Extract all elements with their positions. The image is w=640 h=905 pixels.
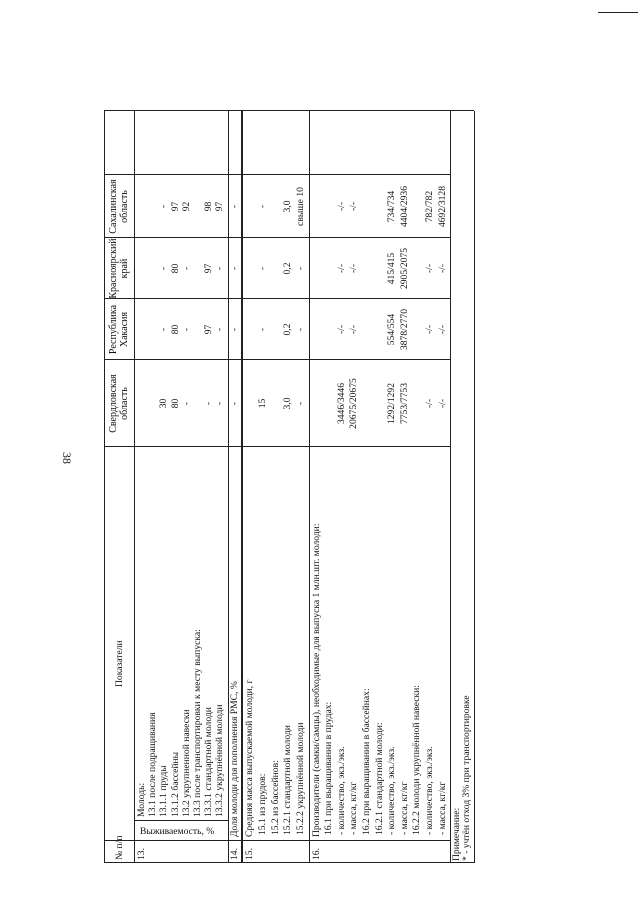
value-cell: -/-	[335, 324, 347, 335]
side-label-divider	[134, 820, 228, 821]
value-cell: 92	[180, 201, 192, 212]
indicator-label: 15.2.2 укрупнённой молоди	[294, 722, 306, 835]
value-cell: -/-	[436, 263, 448, 274]
value-cell: -/-	[348, 324, 360, 335]
header-region-1-line2: Хакасия	[119, 311, 130, 348]
indicator-label: 16.2.2 молоди укрупнённой навески:	[411, 685, 423, 835]
indicator-label: - масса, кг/кг	[348, 781, 360, 835]
number-col-divider	[104, 840, 450, 841]
indicator-label: 16.2 при выращивании в бассейнах:	[361, 688, 372, 835]
value-cell: 782/782	[424, 190, 435, 223]
value-cell: -	[158, 204, 170, 209]
value-cell: -	[256, 204, 268, 209]
value-cell: -/-	[348, 263, 360, 274]
value-cell: 2905/2075	[398, 247, 410, 290]
value-cell: -	[214, 266, 226, 271]
value-cell: -	[256, 266, 268, 271]
indicator-label: 16.1 при выращивании в прудах:	[323, 701, 335, 835]
value-cell: 80	[169, 324, 181, 335]
value-cell: -/-	[335, 201, 347, 212]
header-region-1-line1: Республика	[108, 304, 119, 355]
indicator-label: 13.3.2 укрупнённой молоди	[214, 704, 226, 817]
indicator-label: 13.1 после подращивания	[147, 712, 159, 817]
scan-edge-line	[598, 12, 638, 13]
value-cell: -/-	[424, 398, 435, 409]
row-number: 14.	[228, 848, 240, 860]
indicator-label: - масса, кг/кг	[436, 781, 448, 835]
indicator-label: 13.3.1 стандартной молоди	[203, 707, 215, 817]
header-region-3-line2: область	[119, 190, 130, 223]
value-cell: -/-	[335, 263, 347, 274]
value-cell: 20675/20675	[348, 378, 360, 429]
value-cell: -	[158, 327, 170, 332]
indicator-label: - масса, кг/кг	[398, 781, 410, 835]
section-divider	[309, 111, 310, 863]
value-cell: -/-	[436, 324, 448, 335]
indicator-label: 13.1.1 пруды	[158, 765, 170, 817]
value-cell: 3,0	[282, 397, 294, 410]
value-cell: 7753/7753	[398, 382, 410, 425]
indicator-label: 15.1 из прудов:	[256, 773, 268, 835]
header-region-0-line2: область	[119, 387, 130, 420]
value-cell: 80	[169, 263, 181, 274]
value-cell: свыше 10	[294, 187, 306, 226]
value-cell: -	[180, 327, 192, 332]
value-cell: 97	[203, 263, 215, 274]
value-cell: -	[294, 327, 306, 332]
table-left-border	[104, 862, 474, 863]
value-cell: 98	[203, 201, 215, 212]
header-bottom-border	[134, 111, 135, 863]
value-cell: -	[228, 204, 240, 209]
indicator-label: 13.1.2 бассейны	[169, 751, 181, 817]
rotated-table	[104, 77, 480, 867]
value-cell: 0,2	[282, 323, 294, 336]
indicator-label: - количество, экз./экз.	[386, 746, 398, 835]
indicator-label: Средняя масса выпускаемой молоди, г	[244, 679, 256, 837]
value-cell: -	[256, 327, 268, 332]
value-cell: -	[294, 401, 306, 406]
header-number-col: № п/п	[114, 835, 125, 860]
row-number: 16.	[310, 848, 322, 860]
indicator-label: 13.3 после транспортировки к месту выпуска:	[192, 629, 203, 817]
header-region-3-line1: Сахалинская	[108, 179, 119, 234]
indicator-label: - количество, экз./экз.	[424, 746, 435, 835]
value-cell: 97	[214, 201, 226, 212]
value-cell: 3446/3446	[335, 382, 347, 425]
value-cell: 4692/3128	[436, 185, 448, 228]
header-region-0-line1: Свердловская	[108, 374, 119, 433]
indicator-label: Производители (самки/самцы), необходимые для выпуска 1 млн.шт. молоди:	[310, 523, 322, 837]
value-cell: 97	[169, 201, 181, 212]
value-cell: -	[214, 327, 226, 332]
section-divider-double	[242, 111, 243, 863]
header-indicator-col: Показатели	[114, 640, 125, 687]
indicator-label: Молодь:	[136, 782, 147, 817]
value-cell: 554/554	[386, 313, 398, 346]
value-cell: -	[180, 401, 192, 406]
side-label-survival: Выживаемость, %	[140, 826, 215, 837]
table-bottom-border	[450, 111, 451, 863]
value-cell: 734/734	[386, 190, 398, 223]
value-cell: 0,2	[282, 262, 294, 275]
indicator-label: 15.2 из бассейнов:	[269, 760, 281, 835]
table-top-border	[104, 111, 105, 863]
value-cell: -	[180, 266, 192, 271]
value-cell: -/-	[348, 201, 360, 212]
value-cell: 80	[169, 398, 181, 409]
indicator-label: 15.2.1 стандартной молоди	[282, 725, 294, 835]
value-cell: 15	[256, 398, 268, 409]
value-cell: 97	[203, 324, 215, 335]
header-region-2-line1: Красноярский	[108, 238, 119, 299]
value-cell: -	[294, 266, 306, 271]
indicator-label: 16.2.1 стандартной молоди:	[373, 722, 385, 835]
table-right-border	[104, 110, 474, 111]
value-cell: 3878/2770	[398, 308, 410, 351]
value-cell: -	[228, 327, 240, 332]
note-text: * - учтён отход 3% при транспортировке	[461, 695, 473, 861]
indicator-label: 13.2 укрупненной навески	[180, 709, 192, 817]
note-title: Примечание:	[451, 807, 463, 861]
row-number: 13.	[136, 848, 147, 860]
indicator-label: - количество, экз./экз.	[335, 746, 347, 835]
indicator-label: Доля молоди для пополнения РМС, %	[228, 681, 240, 837]
value-cell: 1292/1292	[386, 382, 398, 425]
value-cell: 4404/2936	[398, 185, 410, 228]
page-number: 38	[60, 452, 74, 464]
value-cell: -	[203, 401, 215, 406]
header-region-2-line2: край	[119, 258, 130, 279]
value-cell: -/-	[424, 263, 435, 274]
value-cell: -	[158, 266, 170, 271]
note-bottom-border	[474, 111, 475, 863]
value-cell: -	[214, 401, 226, 406]
value-cell: 415/415	[386, 252, 398, 285]
row-number: 15.	[244, 848, 256, 860]
value-cell: -	[228, 266, 240, 271]
value-cell: 30	[158, 398, 170, 409]
value-cell: 3,0	[282, 200, 294, 213]
value-cell: -	[228, 401, 240, 406]
value-cell: -/-	[424, 324, 435, 335]
value-cell: -/-	[436, 398, 448, 409]
